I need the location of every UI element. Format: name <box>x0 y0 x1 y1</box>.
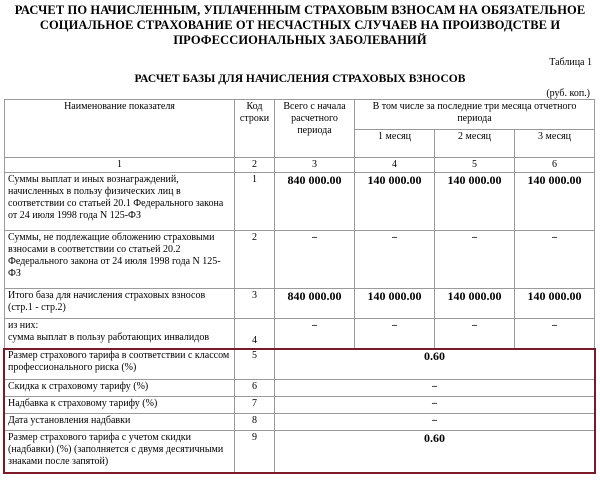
units-label: (руб. коп.) <box>546 88 590 99</box>
column-number: 3 <box>275 158 355 173</box>
column-number: 4 <box>355 158 435 173</box>
header-last-three-months: В том числе за последние три месяца отчетного периода <box>355 100 595 130</box>
row-name: Суммы, не подлежащие обложению страховыми взносами в соответствии со статьей 20.2 Федерального закона от 24 июля 1998 года N 125-ФЗ <box>5 231 235 289</box>
total-value: 840 000.00 <box>275 289 355 319</box>
month-2-value: 140 000.00 <box>435 173 515 231</box>
table-row <box>5 289 595 319</box>
row-name: Надбавка к страховому тарифу (%) <box>5 397 235 414</box>
row-name <box>5 319 235 349</box>
title-line-1: РАСЧЕТ ПО НАЧИСЛЕННЫМ, УПЛАЧЕННЫМ СТРАХОВЫМ ВЗНОСАМ НА ОБЯЗАТЕЛЬНОЕ <box>14 3 586 17</box>
column-number: 6 <box>515 158 595 173</box>
header-month-3: 3 месяц <box>515 130 595 158</box>
calculation-table <box>4 99 595 473</box>
tariff-value: 0.60 <box>275 349 595 380</box>
total-value: 840 000.00 <box>275 173 355 231</box>
row-name-prefix: из них: <box>8 320 39 331</box>
document-title <box>0 3 600 48</box>
month-2-value: 140 000.00 <box>435 289 515 319</box>
table-row <box>5 319 595 349</box>
month-2-value: – <box>435 231 515 289</box>
surcharge-value: – <box>275 397 595 414</box>
title-line-3: ПРОФЕССИОНАЛЬНЫХ ЗАБОЛЕВАНИЙ <box>173 33 427 47</box>
row-name: Итого база для начисления страховых взносов (стр.1 - стр.2) <box>5 289 235 319</box>
surcharge-date-value: – <box>275 414 595 431</box>
row-code: 8 <box>235 414 275 431</box>
row-name: Скидка к страховому тарифу (%) <box>5 380 235 397</box>
row-name: Размер страхового тарифа с учетом скидки (надбавки) (%) (заполняется с двумя десятичными знаками после запятой) <box>5 431 235 473</box>
month-1-value: – <box>355 231 435 289</box>
total-value: – <box>275 319 355 349</box>
month-1-value: 140 000.00 <box>355 173 435 231</box>
row-code: 5 <box>235 349 275 380</box>
discount-value: – <box>275 380 595 397</box>
table-row <box>5 173 595 231</box>
month-3-value: 140 000.00 <box>515 289 595 319</box>
table-row <box>5 431 595 473</box>
table-row <box>5 397 595 414</box>
title-line-2: СОЦИАЛЬНОЕ СТРАХОВАНИЕ ОТ НЕСЧАСТНЫХ СЛУЧАЕВ НА ПРОИЗВОДСТВЕ И <box>39 18 561 32</box>
row-name: Дата установления надбавки <box>5 414 235 431</box>
table-row <box>5 349 595 380</box>
adjusted-tariff-value: 0.60 <box>275 431 595 473</box>
header-month-2: 2 месяц <box>435 130 515 158</box>
table-number: Таблица 1 <box>549 57 592 68</box>
month-3-value: – <box>515 231 595 289</box>
header-code: Код строки <box>235 100 275 158</box>
row-code: 1 <box>235 173 275 231</box>
header-total: Всего с начала расчетного периода <box>275 100 355 158</box>
row-code: 6 <box>235 380 275 397</box>
table-subtitle: РАСЧЕТ БАЗЫ ДЛЯ НАЧИСЛЕНИЯ СТРАХОВЫХ ВЗНОСОВ <box>134 73 466 85</box>
row-code: 3 <box>235 289 275 319</box>
total-value: – <box>275 231 355 289</box>
row-code: 4 <box>235 319 275 349</box>
month-1-value: – <box>355 319 435 349</box>
row-name: Суммы выплат и иных вознаграждений, начисленных в пользу физических лиц в соответствии со статьей 20.1 Федерального закона от 24 июля 1998 года N 125-ФЗ <box>5 173 235 231</box>
column-number: 2 <box>235 158 275 173</box>
month-3-value: 140 000.00 <box>515 173 595 231</box>
row-name: Размер страхового тарифа в соответствии с классом профессионального риска (%) <box>5 349 235 380</box>
month-3-value: – <box>515 319 595 349</box>
month-2-value: – <box>435 319 515 349</box>
row-code: 9 <box>235 431 275 473</box>
header-name: Наименование показателя <box>5 100 235 158</box>
month-1-value: 140 000.00 <box>355 289 435 319</box>
table-row <box>5 414 595 431</box>
column-number: 5 <box>435 158 515 173</box>
table-row <box>5 231 595 289</box>
row-code: 2 <box>235 231 275 289</box>
header-month-1: 1 месяц <box>355 130 435 158</box>
row-name-main: сумма выплат в пользу работающих инвалидов <box>8 332 210 343</box>
table-row <box>5 380 595 397</box>
column-number: 1 <box>5 158 235 173</box>
row-code: 7 <box>235 397 275 414</box>
